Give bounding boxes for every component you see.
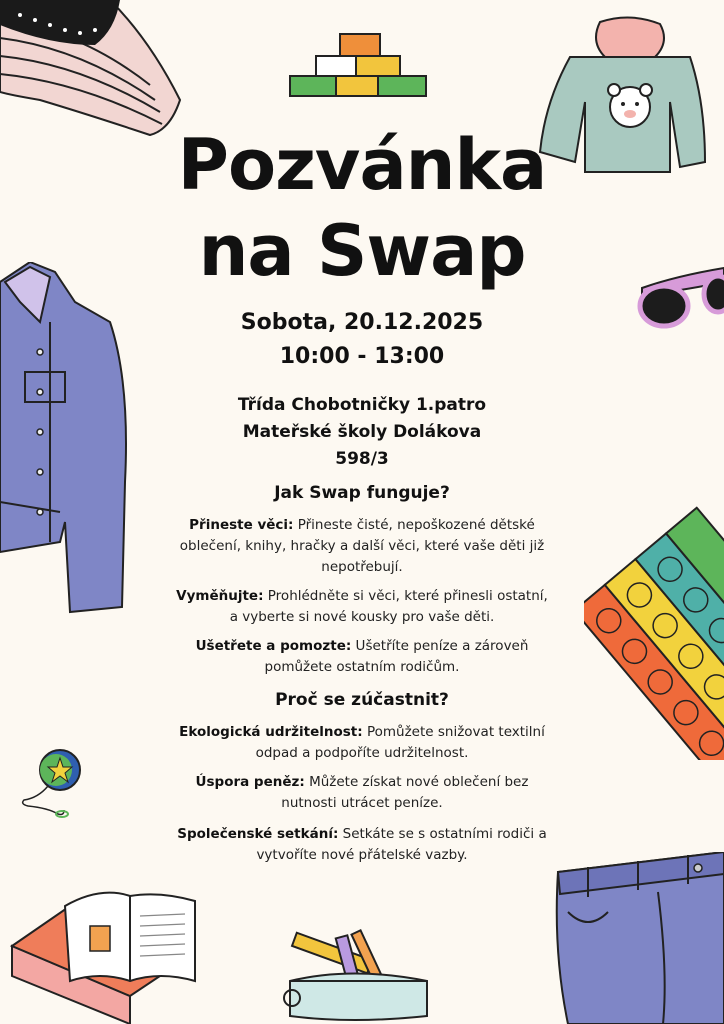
pop-it-toy-icon xyxy=(584,476,724,760)
yoyo-icon xyxy=(18,748,88,822)
why-item-2-text: Můžete získat nové oblečení bez nutnosti utrácet peníze. xyxy=(281,774,529,811)
how-item-2-label: Vyměňujte: xyxy=(176,588,264,604)
lego-bricks-icon xyxy=(288,28,430,98)
how-item-3-label: Ušetřete a pomozte: xyxy=(195,638,352,654)
books-icon xyxy=(10,886,202,1024)
event-place xyxy=(150,392,574,473)
how-item-3 xyxy=(175,636,549,678)
title-line-1: Pozvánka xyxy=(177,124,547,206)
how-item-1 xyxy=(175,515,549,578)
why-item-3-text: Setkáte se s ostatními rodiči a vytvoříte nové přátelské vazby. xyxy=(256,826,547,863)
how-item-2-text: Prohlédněte si věci, které přinesli ostatní, a vyberte si nové kousky pro vaše děti. xyxy=(229,588,548,625)
pencil-case-icon xyxy=(282,926,434,1024)
why-item-2-label: Úspora peněz: xyxy=(195,774,305,790)
denim-jacket-icon xyxy=(0,262,132,617)
why-heading: Proč se zúčastnit? xyxy=(275,690,449,710)
hat-icon xyxy=(0,0,185,140)
how-item-1-text: Přineste čisté, nepoškozené dětské oblečení, knihy, hračky a další věci, které vaše děti již nepotřebují. xyxy=(179,517,545,575)
why-item-1-text: Pomůžete snižovat textilní odpad a podpoříte udržitelnost. xyxy=(255,724,545,761)
event-datetime xyxy=(150,306,574,374)
why-item-3 xyxy=(175,824,549,866)
why-item-3-label: Společenské setkání: xyxy=(177,826,339,842)
event-date: Sobota, 20.12.2025 xyxy=(240,310,484,335)
place-line-1: Třída Chobotničky 1.patro xyxy=(237,395,487,415)
how-item-3-text: Ušetříte peníze a zároveň pomůžete ostatním rodičům. xyxy=(264,638,529,675)
place-line-2: Mateřské školy Dolákova xyxy=(242,422,482,442)
how-heading: Jak Swap funguje? xyxy=(274,483,450,503)
why-item-2 xyxy=(175,772,549,814)
jeans-icon xyxy=(548,852,724,1024)
why-item-1 xyxy=(175,722,549,764)
event-time: 10:00 - 13:00 xyxy=(279,344,445,369)
how-item-1-label: Přineste věci: xyxy=(189,517,294,533)
place-line-3: 598/3 xyxy=(335,449,389,469)
sunglasses-icon xyxy=(636,266,724,330)
title-line-2: na Swap xyxy=(198,210,526,292)
page-title xyxy=(100,122,624,294)
why-item-1-label: Ekologická udržitelnost: xyxy=(179,724,363,740)
how-item-2 xyxy=(175,586,549,628)
